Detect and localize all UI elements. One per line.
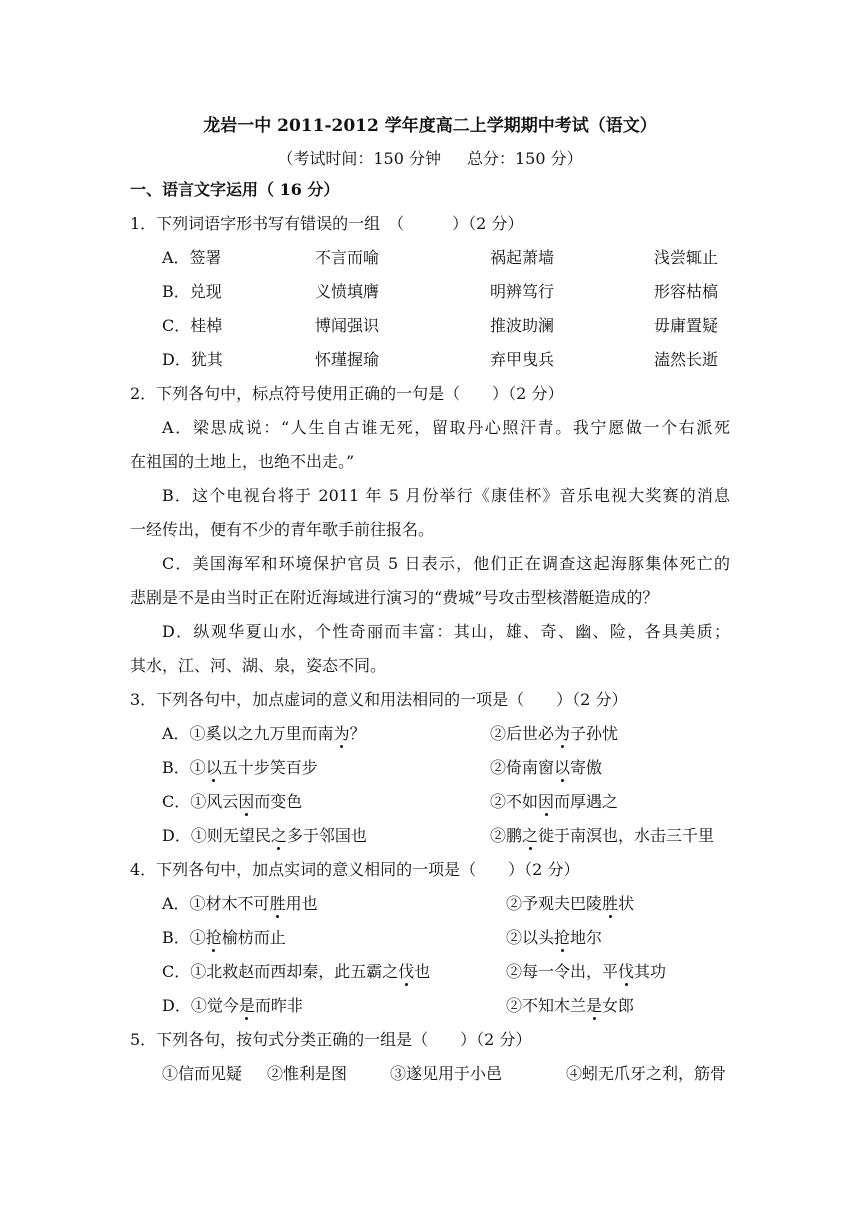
question-2-stem: 2．下列各句中，标点符号使用正确的一句是（ ）（2 分）	[130, 384, 564, 403]
text: 女郎	[602, 996, 635, 1015]
text: 五十步笑百步	[221, 758, 318, 777]
text: C．①风云	[162, 792, 239, 811]
q2-option-b-line1: B．这个电视台将于 2011 年 5 月份举行《康佳杯》音乐电视大奖赛的消息	[162, 486, 730, 505]
text: 寄傲	[570, 758, 603, 777]
exam-title: 龙岩一中 2011-2012 学年度高二上学期期中考试（语文）	[203, 116, 657, 136]
q2-option-a-line2: 在祖国的土地上，也绝不出走。”	[130, 452, 355, 471]
exam-total-score: 总分：150 分）	[467, 149, 583, 168]
dotted-word: 之	[270, 826, 287, 845]
text: ②鹏	[490, 826, 523, 845]
text: A．①奚以之九万里而南	[162, 724, 334, 743]
q1-option-a-4: 浅尝辄止	[654, 248, 719, 267]
q1-option-b-1: B．兑现	[162, 282, 222, 301]
q3-option-a-right	[490, 724, 618, 744]
section-heading: 一、语言文字运用（ 16 分）	[130, 180, 340, 199]
q1-option-d-2: 怀瑾握瑜	[315, 350, 380, 369]
text: 而厚遇之	[554, 792, 619, 811]
dotted-word: 胜	[269, 894, 286, 913]
q2-option-d-line2: 其水，江、河、湖、泉，姿态不同。	[130, 656, 387, 675]
text: ②以头	[506, 928, 555, 947]
dotted-word: 以	[554, 758, 571, 777]
text: B．①	[162, 928, 206, 947]
question-1-stem: 1．下列词语字形书写有错误的一组 （ ）（2 分）	[130, 214, 524, 233]
q5-item-2: ②惟利是图	[267, 1064, 348, 1083]
text: B．①	[162, 758, 206, 777]
text: ②每一令出，平	[506, 962, 619, 981]
q2-option-c-line1: C．美国海军和环境保护官员 5 日表示，他们正在调查这起海豚集体死亡的	[162, 554, 730, 573]
q4-option-c-right	[506, 962, 666, 982]
q4-option-b-left	[162, 928, 286, 948]
q1-option-d-4: 溘然长逝	[654, 350, 719, 369]
q2-option-d-line1: D．纵观华夏山水，个性奇丽而丰富：其山，雄、奇、幽、险，各具美质；	[162, 622, 730, 641]
q1-option-d-3: 弃甲曳兵	[490, 350, 555, 369]
dotted-word: 以	[205, 758, 222, 777]
q1-option-b-2: 义愤填膺	[315, 282, 380, 301]
text: 子孙忧	[570, 724, 619, 743]
dotted-word: 胜	[602, 894, 619, 913]
text: ②不知木兰	[506, 996, 587, 1015]
dotted-word: 是	[586, 996, 603, 1015]
q3-option-d-left	[162, 826, 367, 846]
q4-option-b-right	[506, 928, 602, 948]
question-4-stem: 4．下列各句中，加点实词的意义相同的一项是（ ）（2 分）	[130, 860, 580, 879]
q5-item-4: ④蚓无爪牙之利，筋骨	[566, 1064, 727, 1083]
q3-option-a-left	[162, 724, 366, 744]
q1-option-c-2: 博闻强识	[315, 316, 380, 335]
q1-option-b-4: 形容枯槁	[654, 282, 719, 301]
q4-option-a-right	[506, 894, 634, 914]
dotted-word: 抢	[205, 928, 222, 947]
q1-option-c-3: 推波助澜	[490, 316, 555, 335]
dotted-word: 之	[522, 826, 539, 845]
text: 也	[414, 962, 431, 981]
q3-option-b-left	[162, 758, 318, 778]
dotted-word: 伐	[618, 962, 635, 981]
q1-option-a-1: A．签署	[162, 248, 222, 267]
exam-time: （考试时间：150 分钟	[277, 149, 441, 168]
dotted-word: 为	[333, 724, 350, 743]
text: 而变色	[254, 792, 303, 811]
dotted-word: 伐	[398, 962, 415, 981]
q3-option-c-right	[490, 792, 618, 812]
q1-option-a-3: 祸起萧墙	[490, 248, 555, 267]
q1-option-c-4: 毋庸置疑	[654, 316, 719, 335]
text: 而昨非	[254, 996, 303, 1015]
dotted-word: 是	[238, 996, 255, 1015]
q2-option-c-line2: 悲剧是不是由当时正在附近海域进行演习的“费城”号攻击型核潜艇造成的？	[130, 588, 659, 607]
text: ？	[349, 724, 366, 743]
text: ②予观夫巴陵	[506, 894, 603, 913]
q1-option-c-1: C．桂棹	[162, 316, 223, 335]
dotted-word: 因	[538, 792, 555, 811]
text: 榆枋而止	[221, 928, 286, 947]
dotted-word: 抢	[554, 928, 571, 947]
text: 其功	[634, 962, 667, 981]
q3-option-b-right	[490, 758, 602, 778]
q3-option-d-right	[490, 826, 714, 846]
text: 地尔	[570, 928, 603, 947]
q4-option-c-left	[162, 962, 430, 982]
text: ②后世必	[490, 724, 555, 743]
q2-option-b-line2: 一经传出，便有不少的青年歌手前往报名。	[130, 520, 435, 539]
text: 多于邻国也	[286, 826, 367, 845]
q3-option-c-left	[162, 792, 302, 812]
dotted-word: 为	[554, 724, 571, 743]
q5-item-1: ①信而见疑	[162, 1064, 243, 1083]
text: C．①北救赵而西却秦，此五霸之	[162, 962, 399, 981]
text: 状	[618, 894, 635, 913]
question-5-stem: 5．下列各句，按句式分类正确的一组是（ ）（2 分）	[130, 1030, 532, 1049]
exam-subtitle	[0, 146, 860, 169]
q4-option-a-left	[162, 894, 318, 914]
text: D．①觉今	[162, 996, 239, 1015]
q1-option-b-3: 明辨笃行	[490, 282, 555, 301]
text: 徙于南溟也，水击三千里	[538, 826, 715, 845]
text: D．①则无望民	[162, 826, 271, 845]
dotted-word: 因	[238, 792, 255, 811]
question-3-stem: 3．下列各句中，加点虚词的意义和用法相同的一项是（ ）（2 分）	[130, 690, 628, 709]
q4-option-d-left	[162, 996, 303, 1016]
q1-option-a-2: 不言而喻	[315, 248, 380, 267]
text: A．①材木不可	[162, 894, 270, 913]
q1-option-d-1: D．犹其	[162, 350, 223, 369]
q5-item-3: ③遂见用于小邑	[390, 1064, 503, 1083]
text: ②倚南窗	[490, 758, 555, 777]
text: ②不如	[490, 792, 539, 811]
text: 用也	[285, 894, 318, 913]
q2-option-a-line1: A．梁思成说：“人生自古谁无死，留取丹心照汗青。我宁愿做一个右派死	[162, 418, 730, 437]
q4-option-d-right	[506, 996, 634, 1016]
